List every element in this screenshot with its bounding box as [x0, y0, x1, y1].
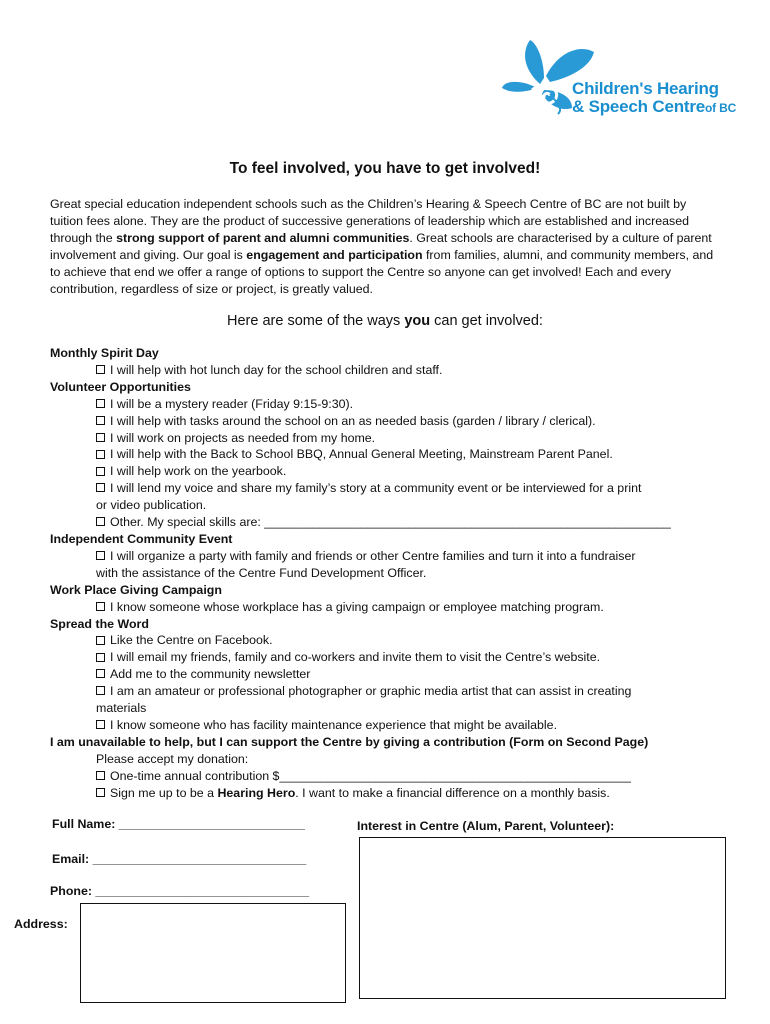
options-list [50, 345, 740, 801]
option-share-story[interactable]: I will lend my voice and share my family’s story at a community event or be interviewed for a print [50, 480, 740, 497]
option-school-tasks[interactable]: I will help with tasks around the school on an as needed basis (garden / library / clerical). [50, 413, 740, 430]
page-title: To feel involved, you have to get involved! [229, 160, 541, 177]
option-other-skills[interactable]: Other. My special skills are: ___________________________________________________________ [50, 514, 740, 531]
option-mystery-reader[interactable]: I will be a mystery reader (Friday 9:15-9:30). [50, 396, 740, 413]
checkbox[interactable] [96, 483, 105, 492]
checkbox[interactable] [96, 551, 105, 560]
full-name-field[interactable]: Full Name: ___________________________ [52, 817, 305, 831]
interest-label: Interest in Centre (Alum, Parent, Volunteer): [357, 819, 615, 833]
logo-text [572, 80, 736, 117]
option-home-projects[interactable]: I will work on projects as needed from my home. [50, 430, 740, 447]
checkbox[interactable] [96, 602, 105, 611]
option-organize-party[interactable]: I will organize a party with family and friends or other Centre families and turn it into a fundraiser [50, 548, 740, 565]
checkbox[interactable] [96, 771, 105, 780]
option-organize-party-cont: with the assistance of the Centre Fund Development Officer. [96, 565, 427, 580]
checkbox[interactable] [96, 653, 105, 662]
option-hearing-hero[interactable]: Sign me up to be a Hearing Hero. I want to make a financial difference on a monthly basis. [50, 785, 740, 802]
address-box[interactable] [80, 903, 346, 1003]
address-label: Address: [14, 917, 68, 931]
option-email-friends[interactable]: I will email my friends, family and co-workers and invite them to visit the Centre’s website. [50, 649, 740, 666]
option-hot-lunch[interactable]: I will help with hot lunch day for the school children and staff. [50, 362, 740, 379]
option-one-time[interactable]: One-time annual contribution $___________________________________________________ [50, 768, 740, 785]
section-heading-volunteer: Volunteer Opportunities [50, 379, 191, 394]
logo-line-1: Children's Hearing [572, 79, 719, 98]
option-facebook[interactable]: Like the Centre on Facebook. [50, 632, 740, 649]
option-photographer-cont: materials [96, 701, 147, 716]
checkbox[interactable] [96, 365, 105, 374]
donation-subheading: Please accept my donation: [96, 751, 249, 766]
checkbox[interactable] [96, 416, 105, 425]
checkbox[interactable] [96, 450, 105, 459]
checkbox[interactable] [96, 399, 105, 408]
section-heading-monthly: Monthly Spirit Day [50, 346, 159, 360]
option-photographer[interactable]: I am an amateur or professional photographer or graphic media artist that can assist in creating [50, 683, 740, 700]
phone-field[interactable]: Phone: _______________________________ [50, 884, 310, 898]
option-bbq-agm[interactable]: I will help with the Back to School BBQ, Annual General Meeting, Mainstream Parent Panel. [50, 446, 740, 463]
intro-paragraph: Great special education independent schools such as the Children’s Hearing & Speech Centre of BC are not built by tuition fees alone. They are the product of successive generations of leadership which are established and increased through the strong support of parent and alumni communities. Great schools are characterised by a culture of parent involvement and giving. Our goal is engagement and participation from families, alumni, and community members, and to achieve that end we offer a range of options to support the Centre so anyone can get involved! Each and every contribution, regardless of size or project, is greatly valued. [50, 197, 714, 296]
checkbox[interactable] [96, 433, 105, 442]
checkbox[interactable] [96, 517, 105, 526]
section-heading-workplace: Work Place Giving Campaign [50, 582, 222, 597]
checkbox[interactable] [96, 788, 105, 797]
checkbox[interactable] [96, 467, 105, 476]
section-heading-spread: Spread the Word [50, 616, 149, 631]
checkbox[interactable] [96, 720, 105, 729]
logo-line-2: & Speech Centreof BC [572, 97, 737, 116]
option-share-story-cont: or video publication. [96, 498, 207, 513]
checkbox[interactable] [96, 669, 105, 678]
section-heading-community: Independent Community Event [50, 531, 233, 546]
option-yearbook[interactable]: I will help work on the yearbook. [50, 463, 740, 480]
ways-heading: Here are some of the ways you can get involved: [227, 313, 543, 329]
option-facility[interactable]: I know someone who has facility maintenance experience that might be available. [50, 717, 740, 734]
email-field[interactable]: Email: _______________________________ [52, 852, 307, 866]
option-newsletter[interactable]: Add me to the community newsletter [50, 666, 740, 683]
option-workplace-campaign[interactable]: I know someone whose workplace has a giving campaign or employee matching program. [50, 599, 740, 616]
checkbox[interactable] [96, 636, 105, 645]
checkbox[interactable] [96, 686, 105, 695]
section-heading-donate: I am unavailable to help, but I can support the Centre by giving a contribution (Form on Second Page) [50, 734, 649, 749]
interest-box[interactable] [359, 837, 726, 999]
